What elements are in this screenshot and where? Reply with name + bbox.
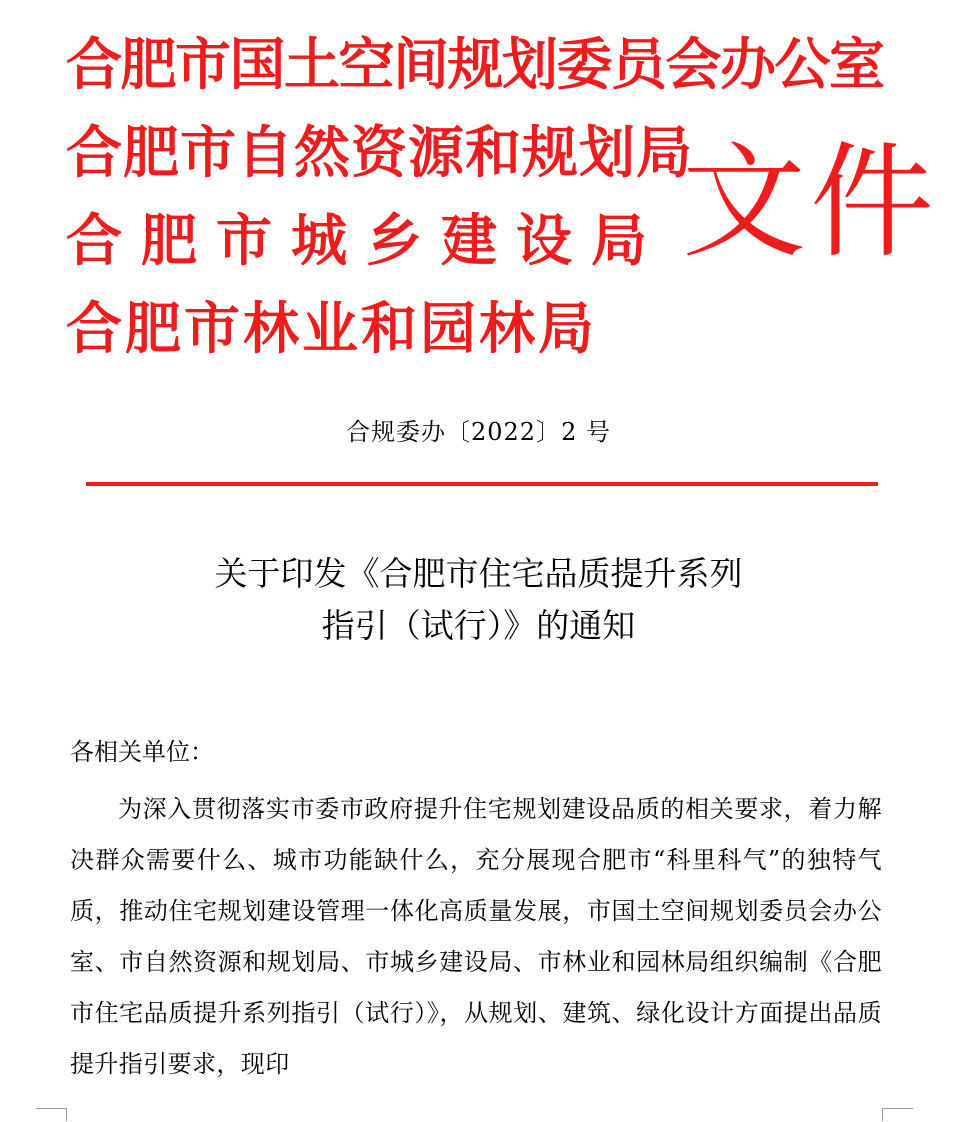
crop-mark-left — [36, 1108, 67, 1121]
document-number: 合规委办〔2022〕2 号 — [346, 418, 611, 446]
issuer-natural-resources-bureau: 合肥市自然资源和规划局 — [66, 121, 693, 186]
document-title — [0, 548, 957, 652]
title-line-2: 指引（试行）》的通知 — [321, 606, 636, 645]
issuer-urban-rural-construction-bureau: 合肥市城乡建设局 — [66, 209, 666, 274]
red-header-divider — [86, 482, 878, 486]
salutation: 各相关单位： — [70, 738, 214, 766]
issuer-forestry-garden-bureau: 合肥市林业和园林局 — [66, 297, 597, 362]
crop-mark-right — [882, 1108, 913, 1121]
title-line-1: 关于印发《合肥市住宅品质提升系列 — [214, 554, 743, 593]
document-type-word: 文件 — [682, 131, 939, 275]
issuer-planning-committee-office: 合肥市国土空间规划委员会办公室 — [66, 33, 884, 98]
body-paragraph: 为深入贯彻落实市委市政府提升住宅规划建设品质的相关要求，着力解决群众需要什么、城市功能缺什么，充分展现合肥市“科里科气”的独特气质，推动住宅规划建设管理一体化高质量发展，市国土空间规划委员会办公室、市自然资源和规划局、市城乡建设局、市林业和园林局组织编制《合肥市住宅品质提升系列指引（试行）》，从规划、建筑、绿化设计方面提出品质提升指引要求，现印 — [70, 795, 882, 1078]
